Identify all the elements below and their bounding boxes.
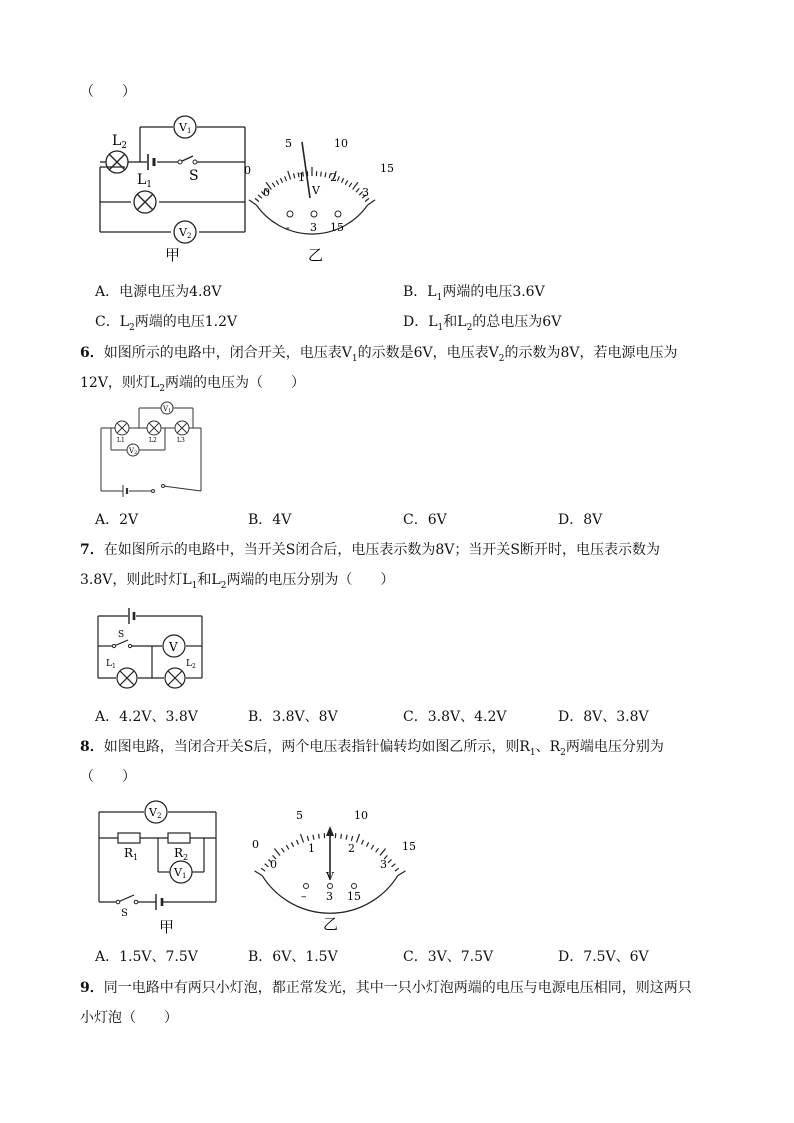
q8-dial-top-tick: 10 [354,809,368,822]
dial-tick-mark [353,182,358,189]
dial-tick-mark [280,178,282,183]
q8-option-b[interactable]: B．6V、1.5V [248,949,338,965]
q5-label-V1: V1 [179,121,192,135]
dial-tick-mark [395,868,399,871]
dial-tick-mark [321,172,322,177]
q5-caption-jia: 甲 [165,246,181,264]
q6-option-d[interactable]: D．8V [558,512,603,528]
q8-label-S: S [121,908,128,919]
dial-tick-mark [325,172,326,177]
dial-tick-mark [258,195,262,198]
q7-option-d[interactable]: D．8V、3.8V [558,709,649,725]
dial-tick-mark [291,842,293,846]
q8-option-c[interactable]: C．3V、7.5V [403,949,494,965]
dial-tick-mark [371,845,374,849]
dial-tick-mark [288,171,291,180]
q6-option-a[interactable]: A．2V [95,512,139,528]
dial-tick-mark [276,180,278,184]
q8-dial-bottom-tick: 0 [270,858,277,871]
dial-tick-mark [313,835,314,840]
q6-question-line1: 6．如图所示的电路中，闭合开关，电压表$V_1$的示数是6V，电压表$V_2$的示数为8V，若电源电压为 [80,345,678,364]
q8-dial-bottom-tick: 1 [308,842,315,855]
q8-needle-tip [326,826,334,836]
q5-dial-top-tick: 10 [334,137,348,150]
q5-terminal [287,211,293,217]
dial-tick-mark [362,840,364,845]
q7-label-L2: $L_2$ [186,659,196,670]
q6-label-V2: V2 [129,447,138,456]
q5-option-d[interactable]: D．$L_1$和$L_2$的总电压为6V [403,314,562,333]
q6-option-b[interactable]: B．4V [248,512,292,528]
q6-label-L3: L3 [177,437,185,444]
q8-caption-jia: 甲 [159,918,175,936]
q5-voltmeter-dial [240,134,400,264]
q5-dial-bottom-tick: 0 [263,186,270,199]
dial-tick-mark [285,176,287,181]
q5-label-S: S [189,168,199,184]
dial-tick-mark [272,183,275,187]
q5-label-L2: $L_2$ [112,133,128,151]
dial-tick-mark [265,864,269,867]
dial-tick-mark [345,180,347,184]
q7-option-c[interactable]: C．3.8V、4.2V [403,709,507,725]
dial-tick-mark [274,849,280,856]
q6-circuit-figure [97,398,207,496]
q9-question-line2: 小灯泡（ ） [80,1010,178,1026]
dial-tick-mark [349,183,352,187]
q5-dial-unit: V [312,184,320,197]
q6-label-L1: L1 [117,437,125,444]
q5-option-c[interactable]: C．$L_2$两端的电压1.2V [95,314,238,333]
q5-circuit-figure [95,112,235,272]
q7-label-S: S [118,630,125,640]
q8-dial-top-tick: 0 [252,838,259,851]
q8-terminal-label: – [301,890,307,903]
dial-tick-mark [392,864,396,867]
q8-question-line1: 8．如图电路，当闭合开关S后，两个电压表指针偏转均如图乙所示，则$R_1$、$R_2$两端电压分别为 [80,739,664,758]
q8-terminal-label: 15 [347,890,361,903]
dial-tick-mark [398,871,406,876]
dial-tick-mark [356,188,359,192]
q5-label-V2: V2 [179,226,192,240]
dial-tick-mark [376,848,379,852]
q7-question-line2: 3.8V，则此时灯$L_1$和$L_2$两端的电压分别为（ ） [80,572,395,591]
q5-label-L1: $L_1$ [137,172,153,190]
q5-dial-bottom-tick: 3 [362,186,369,199]
q8-voltmeter-dial [248,806,423,936]
dial-tick-mark [341,834,342,839]
q8-label-R2: $R_2$ [174,846,189,862]
q5-option-a[interactable]: A．电源电压为4.8V [95,284,222,300]
q5-dial-top-tick: 5 [285,137,292,150]
q8-circuit-figure [96,796,226,936]
q8-terminal-label: 3 [326,890,333,903]
dial-tick-mark [286,845,289,849]
dial-tick-mark [346,835,347,840]
q5-option-b[interactable]: B．$L_1$两端的电压3.6V [403,284,545,303]
q8-dial-top-tick: 5 [296,809,303,822]
q5-terminal [335,211,341,217]
q7-option-a[interactable]: A．4.2V、3.8V [95,709,198,725]
q5-caption-yi: 乙 [308,246,324,264]
q5-voltmeter-needle [302,142,310,198]
dial-tick-mark [356,834,359,842]
q7-option-b[interactable]: B．3.8V、8V [248,709,338,725]
dial-tick-mark [297,840,299,845]
q8-label-V1: V1 [174,866,187,880]
q5-terminal-label: 15 [330,221,344,234]
dial-tick-mark [294,173,295,178]
q8-option-a[interactable]: A．1.5V、7.5V [95,949,198,965]
dial-tick-mark [337,176,339,181]
q7-question-line1: 7．在如图所示的电路中，当开关S闭合后，电压表示数为8V；当开关S断开时，电压表示数为 [80,542,660,558]
q5-dial-bottom-tick: 1 [298,171,305,184]
dial-tick-mark [255,198,259,201]
dial-tick-mark [249,200,256,205]
q7-label-V: V [169,640,178,654]
q6-label-V1: V1 [163,405,172,414]
q8-caption-yi: 乙 [323,915,339,933]
q5-dial-top-tick: 0 [244,164,251,177]
q5-answer-paren: （ ） [80,84,136,100]
q8-label-V2: V2 [149,806,162,820]
q5-terminal [311,211,317,217]
q8-dial-top-tick: 15 [402,840,416,853]
q6-option-c[interactable]: C．6V [403,512,447,528]
q8-terminal [352,884,357,889]
dial-tick-mark [351,836,352,841]
dial-tick-mark [319,834,320,839]
dial-tick-mark [380,849,386,856]
q6-label-L2: L2 [149,437,157,444]
dial-tick-mark [366,842,368,846]
q5-terminal-label: - [286,221,290,234]
dial-tick-mark [255,871,263,876]
dial-tick-mark [307,836,308,841]
dial-tick-mark [261,868,265,871]
q8-dial-bottom-tick: 3 [380,858,387,871]
q8-question-line2: （ ） [80,769,136,785]
dial-tick-mark [301,834,304,842]
q7-circuit-figure [96,606,206,696]
dial-tick-mark [368,200,375,205]
dial-tick-mark [281,848,284,852]
q5-dial-top-tick: 15 [380,162,394,175]
q6-question-line2: 12V，则灯$L_2$两端的电压为（ ） [80,375,305,394]
q8-option-d[interactable]: D．7.5V、6V [558,949,649,965]
q7-label-L1: $L_1$ [106,659,116,670]
dial-tick-mark [341,178,343,183]
q5-dial-bottom-tick: 2 [330,171,337,184]
q8-label-R1: $R_1$ [124,846,139,862]
q8-dial-unit: V [326,870,334,883]
q5-terminal-label: 3 [310,221,317,234]
dial-tick-mark [388,859,392,862]
q8-terminal [328,884,333,889]
q8-dial-bottom-tick: 2 [348,842,355,855]
q8-terminal [304,884,309,889]
q9-question-line1: 9．同一电路中有两只小灯泡，都正常发光，其中一只小灯泡两端的电压与电源电压相同，则这两只 [80,980,692,996]
